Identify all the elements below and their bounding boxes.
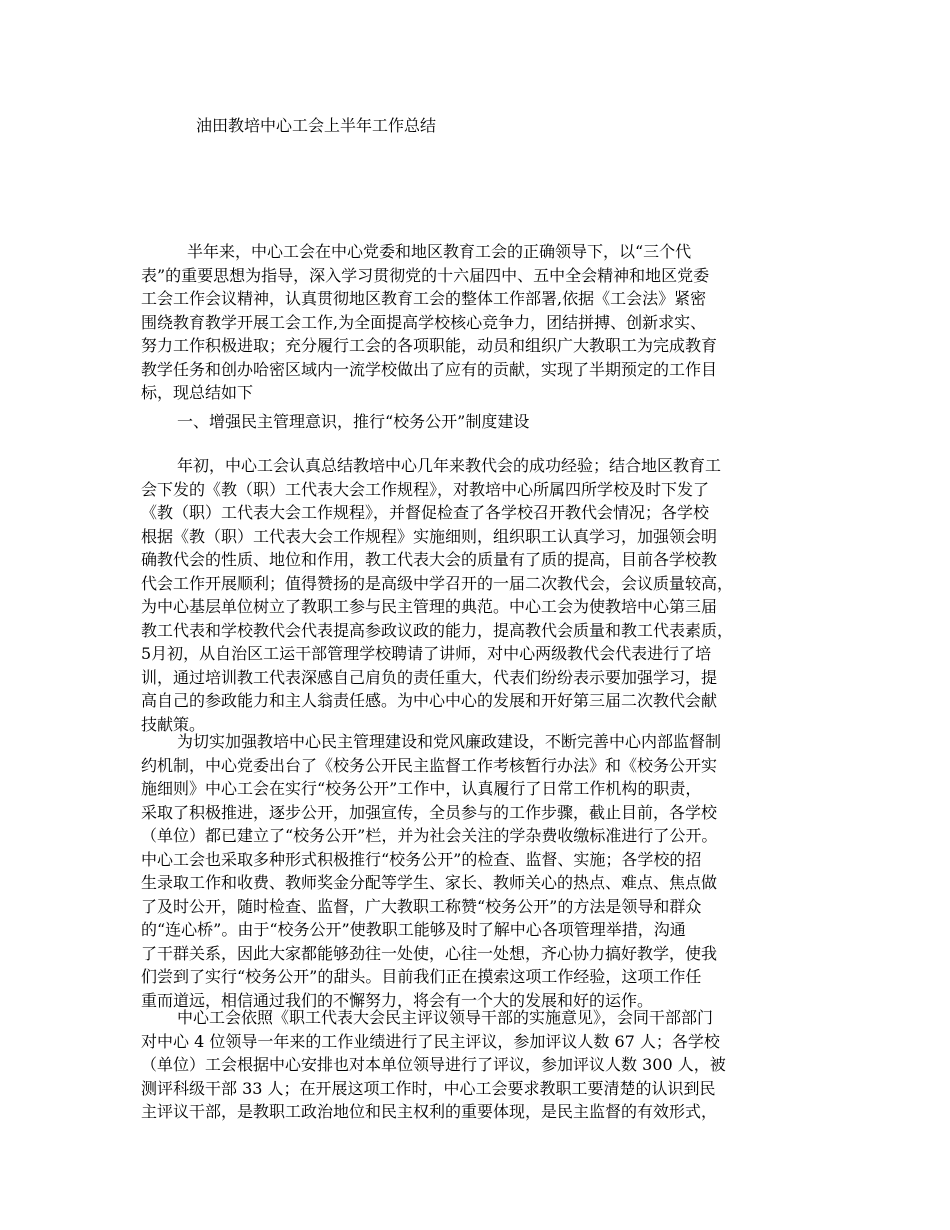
text-line: 技献策。 xyxy=(141,714,206,734)
text-line: 工会工作会议精神，认真贯彻地区教育工会的整体工作部署,依据《工会法》紧密 xyxy=(141,289,707,308)
text-line: 施细则》中心工会在实行“校务公开”工作中，认真履行了日常工作机构的职责， xyxy=(141,779,702,798)
text-line: 半年来，中心工会在中心党委和地区教育工会的正确领导下，以“三个代 xyxy=(187,242,692,261)
text-line: 的“连心桥”。由于“校务公开”使教职工能够及时了解中心各项管理举措，沟通 xyxy=(141,920,686,939)
text-line: 重而道远，相信通过我们的不懈努力，将会有一个大的发展和好的运作。 xyxy=(141,990,654,1010)
text-line: 采取了积极推进，逐步公开，加强宣传，全员参与的工作步骤，截止目前，各学校 xyxy=(141,802,718,822)
text-line: 测评科级干部 33 人；在开展这项工作时，中心工会要求教职工要清楚的认识到民 xyxy=(141,1078,716,1098)
text-line: 教学任务和创办哈密区域内一流学校做出了应有的贡献，实现了半期预定的工作目 xyxy=(141,359,718,379)
paragraph-4 xyxy=(141,1006,825,1124)
text-line: 围绕教育教学开展工会工作,为全面提高学校核心竞争力，团结拼搏、创新求实、 xyxy=(141,312,707,332)
text-line: 中心工会也采取多种形式积极推行“校务公开”的检查、监督、实施；各学校的招 xyxy=(141,849,702,869)
text-line: 表”的重要思想为指导，深入学习贯彻党的十六届四中、五中全会精神和地区党委 xyxy=(141,265,710,285)
text-line: 教工代表和学校教代会代表提高参政议政的能力，提高教代会质量和教工代表素质， xyxy=(141,620,734,640)
text-line: 会下发的《教（职）工代表大会工作规程》，对教培中心所属四所学校及时下发了 xyxy=(141,479,710,499)
text-line: 了及时公开，随时检查、监督，广大教职工称赞“校务公开”的方法是领导和群众 xyxy=(141,896,702,916)
text-line: 5月初，从自治区工运干部管理学校聘请了讲师，对中心两级教代会代表进行了培 xyxy=(141,644,712,663)
section-heading-text: 一、增强民主管理意识，推行“校务公开”制度建设 xyxy=(177,412,530,431)
text-line: 根据《教（职）工代表大会工作规程》实施细则，组织职工认真学习，加强领会明 xyxy=(141,526,718,546)
text-line: （单位）工会根据中心安排也对本单位领导进行了评议，参加评议人数 300 人，被 xyxy=(141,1055,726,1074)
paragraph-intro xyxy=(141,240,825,405)
text-line: 了干群关系，因此大家都能够劲往一处使，心往一处想，齐心协力搞好教学，使我 xyxy=(141,943,718,963)
text-line: 训，通过培训教工代表深感自己肩负的责任重大，代表们纷纷表示要加强学习，提 xyxy=(141,667,718,687)
text-line: 高自己的参政能力和主人翁责任感。为中心中心的发展和开好第三届二次教代会献 xyxy=(141,691,718,710)
text-line: （单位）都已建立了“校务公开”栏，并为社会关注的学杂费收缴标准进行了公开。 xyxy=(141,826,718,845)
text-line: 对中心 4 位领导一年来的工作业绩进行了民主评议，参加评议人数 67 人；各学校 xyxy=(141,1031,720,1051)
text-line: 标，现总结如下 xyxy=(141,383,254,402)
document-title: 油田教培中心工会上半年工作总结 xyxy=(196,116,437,135)
paragraph-3 xyxy=(141,730,825,1012)
text-line: 为切实加强教培中心民主管理建设和党风廉政建设，不断完善中心内部监督制 xyxy=(177,732,722,751)
text-line: 为中心基层单位树立了教职工参与民主管理的典范。中心工会为使教培中心第三届 xyxy=(141,597,718,616)
paragraph-2 xyxy=(141,454,825,736)
text-line: 确教代会的性质、地位和作用，教工代表大会的质量有了质的提高，目前各学校教 xyxy=(141,550,718,569)
text-line: 《教（职）工代表大会工作规程》，并督促检查了各学校召开教代会情况；各学校 xyxy=(141,503,710,522)
text-line: 生录取工作和收费、教师奖金分配等学生、家长、教师关心的热点、难点、焦点做 xyxy=(141,873,718,892)
text-line: 约机制，中心党委出台了《校务公开民主监督工作考核暂行办法》和《校务公开实 xyxy=(141,755,718,775)
text-line: 努力工作积极进取；充分履行工会的各项职能，动员和组织广大教职工为完成教育 xyxy=(141,336,718,355)
text-line: 们尝到了实行“校务公开”的甜头。目前我们正在摸索这项工作经验，这项工作任 xyxy=(141,967,702,986)
section-heading xyxy=(141,410,825,434)
text-line: 主评议干部，是教职工政治地位和民主权利的重要体现，是民主监督的有效形式， xyxy=(141,1102,718,1121)
text-line: 中心工会依照《职工代表大会民主评议领导干部的实施意见》，会同干部部门 xyxy=(177,1008,714,1027)
text-line: 年初，中心工会认真总结教培中心几年来教代会的成功经验；结合地区教育工 xyxy=(177,456,722,475)
text-line: 代会工作开展顺利；值得赞扬的是高级中学召开的一届二次教代会，会议质量较高， xyxy=(141,573,734,593)
